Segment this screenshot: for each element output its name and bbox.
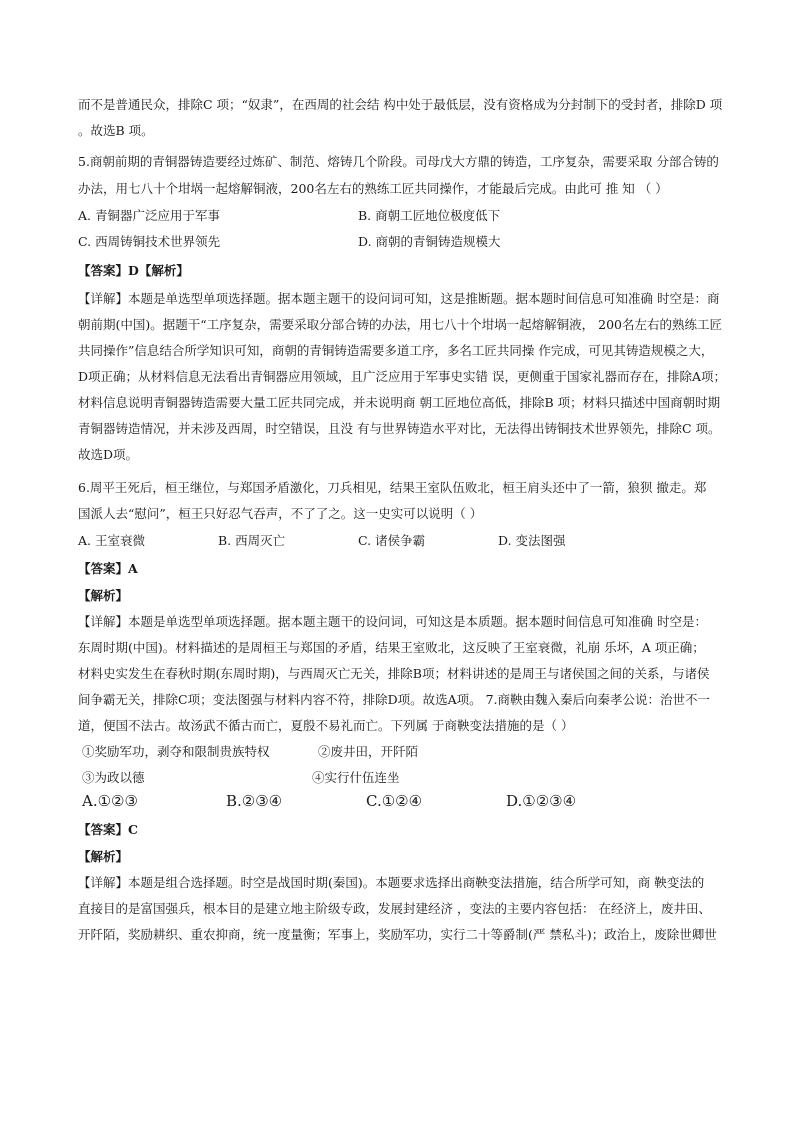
question-5-stem: 5.商朝前期的青铜器铸造要经过炼矿、制范、熔铸几个阶段。司母戊大方鼎的铸造，工序复杂，需要采取 分部合铸的 — [78, 154, 719, 169]
analysis-line: 【详解】本题是单选型单项选择题。据本题主题干的设问词，可知这是本质题。据本题时间信息可知准确 时空是： — [78, 614, 707, 629]
q6-option-c: C. 诸侯争霸 — [358, 533, 426, 548]
q7-item-2: ②废井田，开阡陌 — [318, 744, 419, 759]
question-6-stem: 6.周平王死后，桓王继位，与郑国矛盾激化，刀兵相见，结果王室队伍败北，桓王肩头还中了一箭，狼狈 撤走。郑 — [78, 480, 707, 495]
analysis-line: 直接目的是富国强兵，根本目的是建立地主阶级专政，发展封建经济 ，变法的主要内容包括： 在经济上，废井田、 — [78, 901, 711, 916]
q6-option-b: B. 西周灭亡 — [218, 533, 286, 548]
analysis-line: 开阡陌，奖励耕织、重农抑商，统一度量衡；军事上，奖励军功，实行二十等爵制(严 禁私斗)；政治上，废除世卿世 — [78, 927, 717, 942]
analysis-line: D项正确；从材料信息无法看出青铜器应用领域，且广泛应用于军事史实错 误，更侧重于国家礼器而存在，排除A项； — [78, 369, 727, 384]
text-line: 。故选B 项。 — [78, 123, 154, 138]
analysis-line: 共同操作”信息结合所学知识可知，商朝的青铜铸造需要多道工序，多名工匠共同操 作完成，可见其铸造规模之大， — [78, 343, 714, 358]
q7-item-3: ③为政以德 — [82, 770, 145, 785]
question-5-stem: 办法，用七八十个坩埚一起熔解铜液，200名左右的熟练工匠共同操作，才能最后完成。由此可 推 知 （ ） — [78, 181, 668, 196]
question-7-stem: 道，便国不法古。故汤武不循古而亡，夏殷不易礼而亡。下列属 于商鞅变法措施的是（ ） — [78, 718, 574, 733]
analysis-heading: 【解析】 — [78, 588, 129, 603]
q5-option-a: A. 青铜器广泛应用于军事 — [78, 208, 220, 223]
q6-option-a: A. 王室衰微 — [78, 533, 145, 548]
analysis-line: 东周时期(中国)。材料描述的是周桓王与郑国的矛盾，结果王室败北，这反映了王室衰微，礼崩 乐坏，A 项正确； — [78, 640, 705, 655]
q7-item-1: ①奖励军功，剥夺和限制贵族特权 — [82, 744, 270, 759]
question-6-stem: 国派人去“慰问”，桓王只好忍气吞声，不了了之。这一史实可以说明（ ） — [78, 506, 483, 521]
analysis-line: 【详解】本题是组合选择题。时空是战国时期(秦国)。本题要求选择出商鞅变法措施，结合所学可知，商 鞅变法的 — [78, 875, 705, 890]
analysis-line: 故选D项。 — [78, 447, 139, 462]
analysis-line: 青铜器铸造情况，并未涉及西周，时空错误，且没 有与世界铸造水平对比，无法得出铸铜技术世界领先，排除C 项。 — [78, 421, 721, 436]
q7-item-4: ④实行什伍连坐 — [312, 770, 400, 785]
q5-option-b: B. 商朝工匠地位极度低下 — [358, 208, 501, 223]
q7-option-d: D.①②③④ — [506, 792, 577, 810]
analysis-heading: 【解析】 — [78, 849, 129, 864]
answer-label: 【答案】C — [78, 822, 138, 837]
q6-option-d: D. 变法图强 — [498, 533, 566, 548]
analysis-line: 间争霸无关，排除C项；变法图强与材料内容不符，排除D项。故选A项。 7.商鞅由魏入秦后向秦孝公说：治世不一 — [78, 692, 711, 707]
text-line: 而不是普通民众，排除C 项；“奴隶”，在西周的社会结 构中处于最低层，没有资格成为分封制下的受封者，排除D 项 — [78, 97, 723, 112]
q5-option-d: D. 商朝的青铜铸造规模大 — [358, 234, 501, 249]
analysis-line: 朝前期(中国)。据题干“工序复杂，需要采取分部合铸的办法，用七八十个坩埚一起熔解铜液， 200名左右的熟练工匠 — [78, 317, 722, 332]
q5-option-c: C. 西周铸铜技术世界领先 — [78, 234, 221, 249]
answer-label: 【答案】A — [78, 561, 138, 576]
q7-option-c: C.①②④ — [366, 792, 423, 810]
q7-option-a: A.①②③ — [82, 792, 138, 810]
analysis-line: 材料信息说明青铜器铸造需要大量工匠共同完成，并未说明商 朝工匠地位高低，排除B 项；材料只描述中国商朝时期 — [78, 395, 721, 410]
answer-label: 【答案】D【解析】 — [78, 263, 189, 278]
analysis-line: 【详解】本题是单选型单项选择题。据本题主题干的设问词可知，这是推断题。据本题时间信息可知准确 时空是：商 — [78, 291, 720, 306]
q7-option-b: B.②③④ — [226, 792, 283, 810]
analysis-line: 材料史实发生在春秋时期(东周时期)，与西周灭亡无关，排除B项；材料讲述的是周王与诸侯国之间的关系，与诸侯 — [78, 666, 710, 681]
